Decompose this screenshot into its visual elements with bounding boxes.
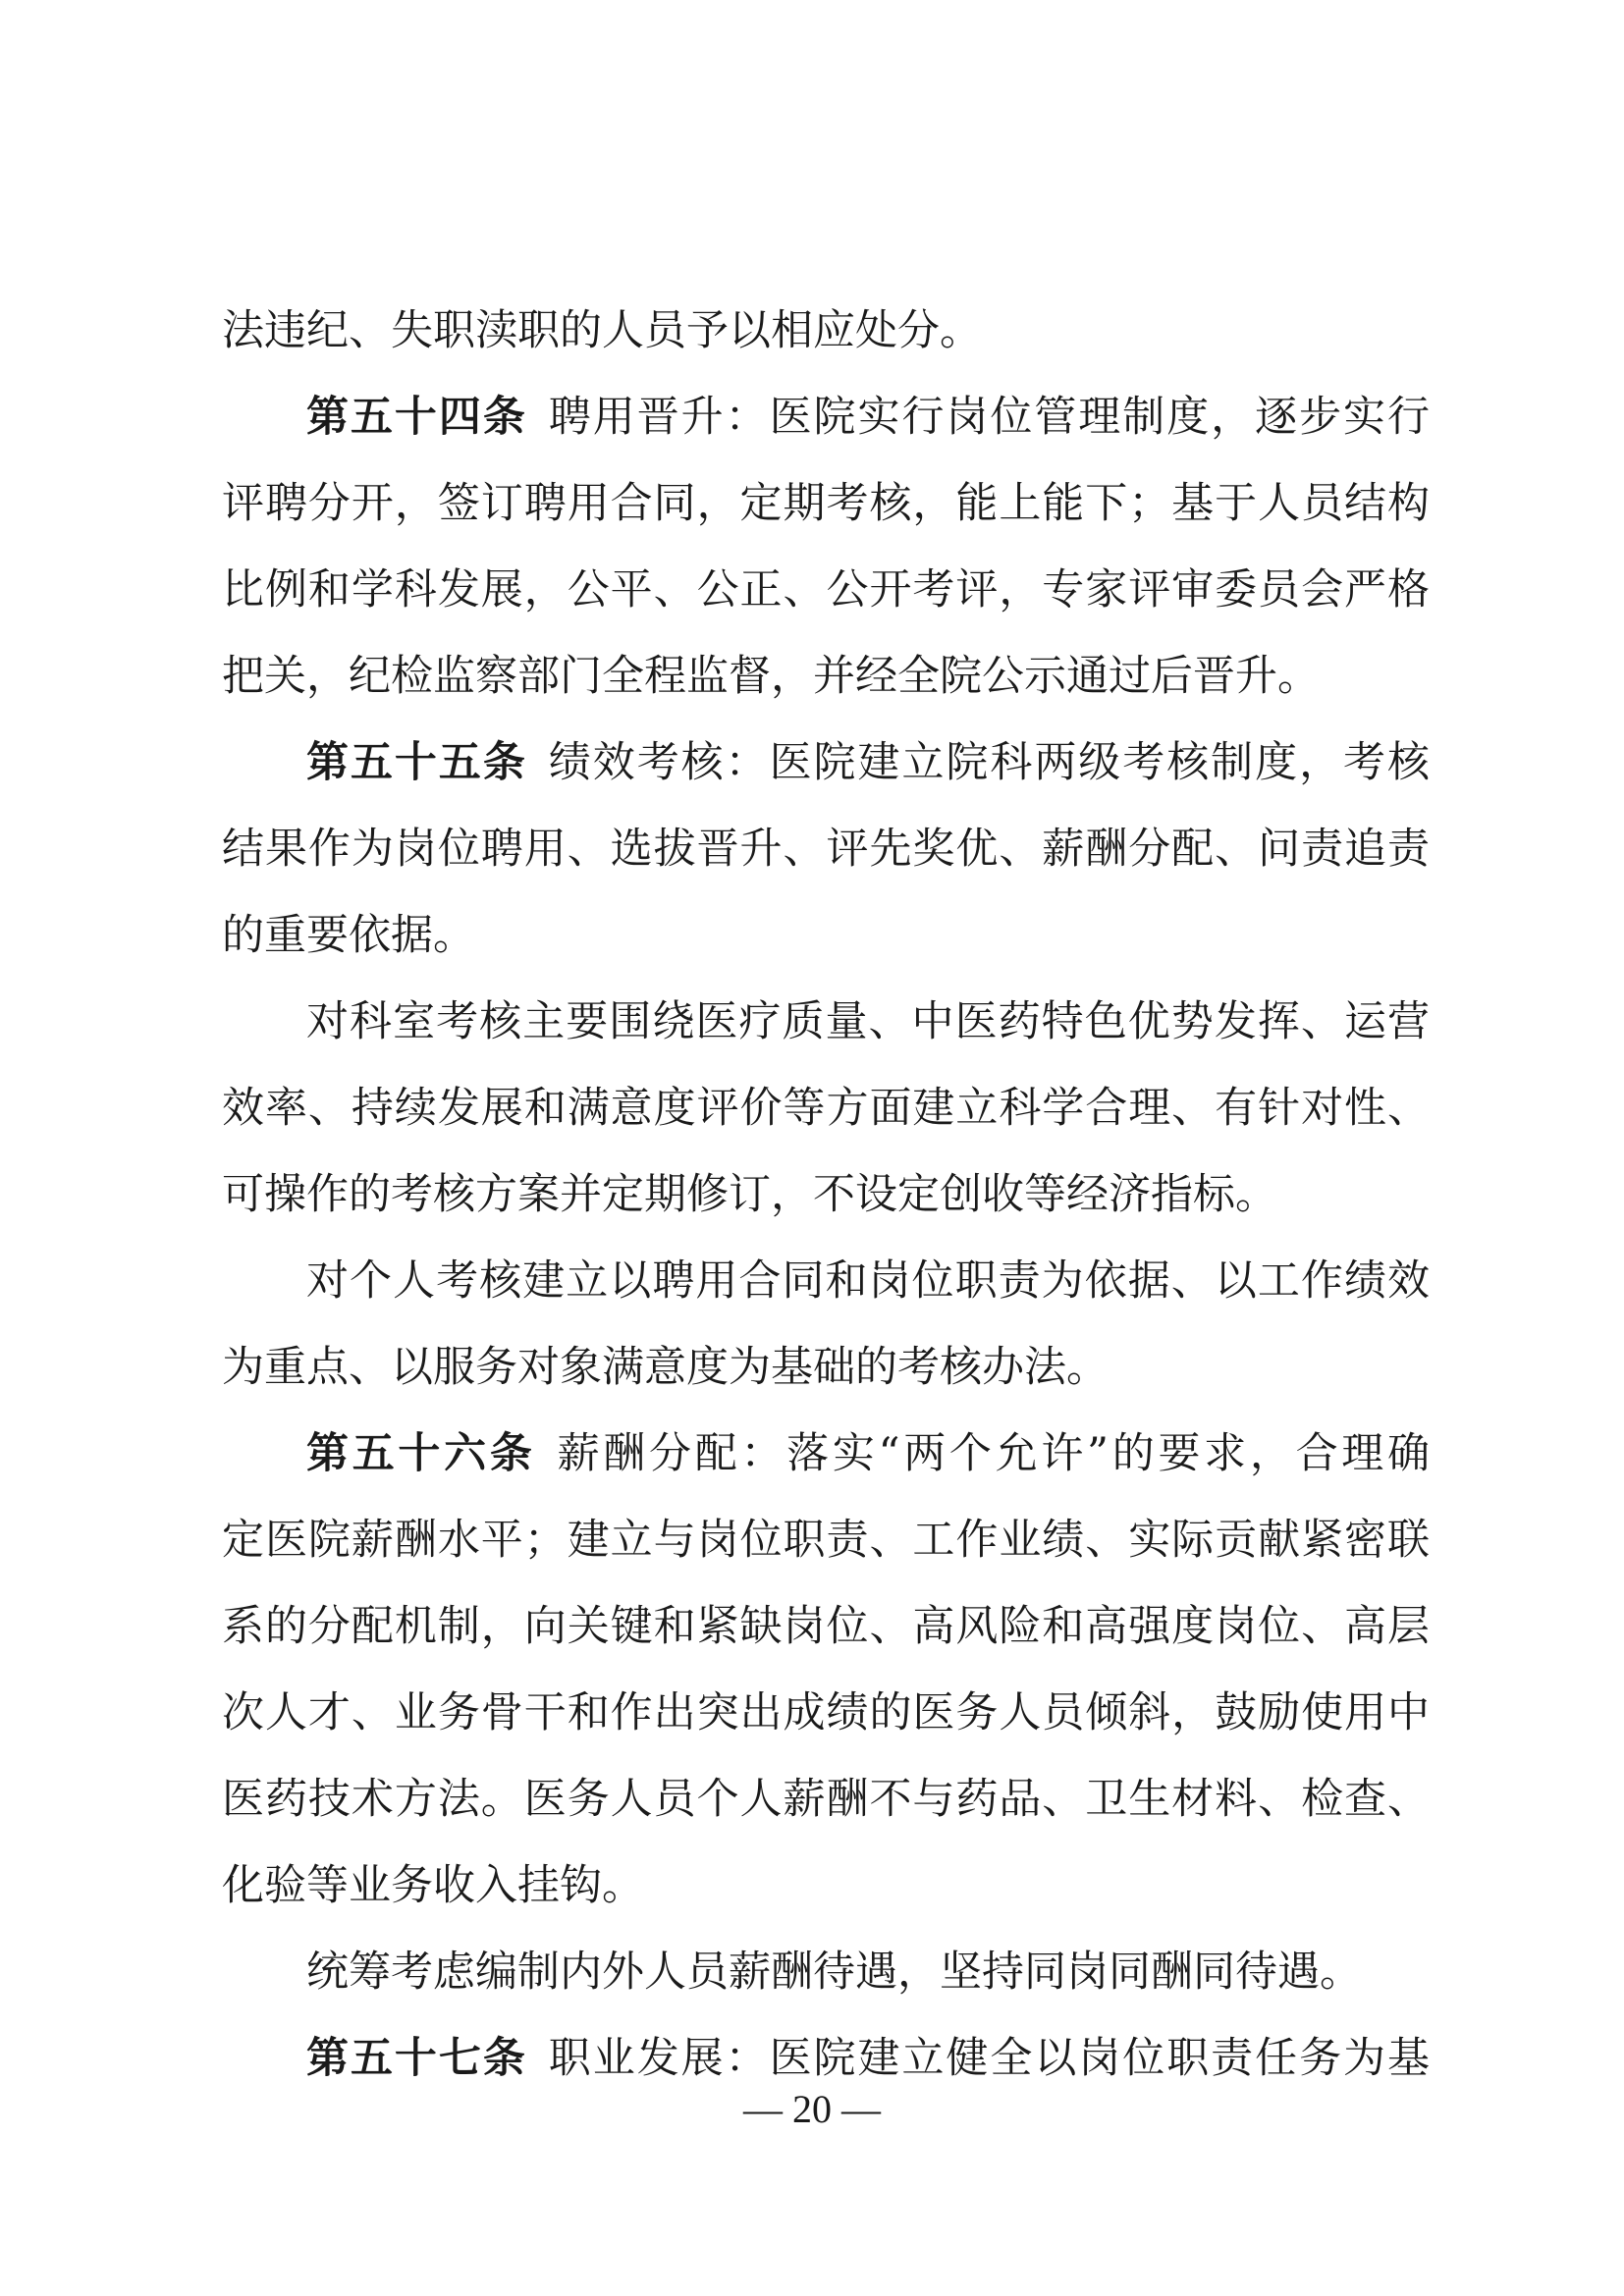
line-text: 对科室考核主要围绕医疗质量、中医药特色优势发挥、运营: [306, 997, 1430, 1046]
line-text: 结果作为岗位聘用、选拔晋升、评先奖优、薪酬分配、问责追责: [222, 825, 1430, 874]
article-55-heading-line: [306, 733, 1430, 792]
line-text: 定医院薪酬水平；建立与岗位职责、工作业绩、实际贡献紧密联: [222, 1516, 1430, 1565]
text-line: [222, 1597, 1430, 1656]
text-line: [222, 1683, 1430, 1742]
line-text: 医药技术方法。医务人员个人薪酬不与药品、卫生材料、检查、: [222, 1775, 1430, 1824]
text-line: [222, 301, 1430, 360]
article-57-heading-line: [306, 2029, 1430, 2088]
line-text: 评聘分开，签订聘用合同，定期考核，能上能下；基于人员结构: [222, 479, 1430, 528]
line-text: 化验等业务收入挂钩。: [222, 1861, 644, 1910]
article-title: 第五十四条: [306, 393, 527, 442]
article-title: 第五十七条: [306, 2034, 527, 2083]
text-line: [306, 1943, 1430, 2002]
line-text: 系的分配机制，向关键和紧缺岗位、高风险和高强度岗位、高层: [222, 1602, 1430, 1651]
line-text: 的重要依据。: [222, 911, 475, 960]
line-text: 次人才、业务骨干和作出突出成绩的医务人员倾斜，鼓励使用中: [222, 1688, 1430, 1737]
article-title: 第五十五条: [306, 738, 527, 787]
text-line: [222, 1338, 1430, 1397]
text-line: [222, 820, 1430, 879]
line-text: 职业发展：医院建立健全以岗位职责任务为基: [548, 2034, 1431, 2083]
article-54-heading-line: [306, 388, 1430, 447]
text-line: [222, 1165, 1430, 1224]
line-text: 聘用晋升：医院实行岗位管理制度，逐步实行: [548, 393, 1431, 442]
line-text: 把关，纪检监察部门全程监督，并经全院公示通过后晋升。: [222, 652, 1320, 701]
text-line: [222, 1770, 1430, 1829]
line-text: 比例和学科发展，公平、公正、公开考评，专家评审委员会严格: [222, 565, 1430, 614]
text-line: [222, 1079, 1430, 1138]
text-line: [222, 906, 1430, 965]
line-text: 效率、持续发展和满意度评价等方面建立科学合理、有针对性、: [222, 1084, 1430, 1133]
article-title: 第五十六条: [306, 1429, 536, 1478]
line-text: 绩效考核：医院建立院科两级考核制度，考核: [548, 738, 1431, 787]
line-text: 为重点、以服务对象满意度为基础的考核办法。: [222, 1343, 1109, 1392]
text-line: [222, 1856, 1430, 1915]
text-line: [222, 1511, 1430, 1570]
text-line: [222, 647, 1430, 706]
text-line: [306, 1252, 1430, 1310]
line-text: 薪酬分配：落实“两个允许”的要求，合理确: [557, 1429, 1431, 1478]
text-line: [306, 992, 1430, 1051]
line-text: 对个人考核建立以聘用合同和岗位职责为依据、以工作绩效: [306, 1256, 1430, 1306]
article-56-heading-line: [306, 1424, 1430, 1483]
line-text: 可操作的考核方案并定期修订，不设定创收等经济指标。: [222, 1170, 1277, 1219]
page-number: — 20 —: [743, 2087, 881, 2131]
line-text: 法违纪、失职渎职的人员予以相应处分。: [222, 306, 982, 355]
text-line: [222, 474, 1430, 533]
line-text: 统筹考虑编制内外人员薪酬待遇，坚持同岗同酬同待遇。: [306, 1948, 1362, 1997]
text-line: [222, 561, 1430, 619]
